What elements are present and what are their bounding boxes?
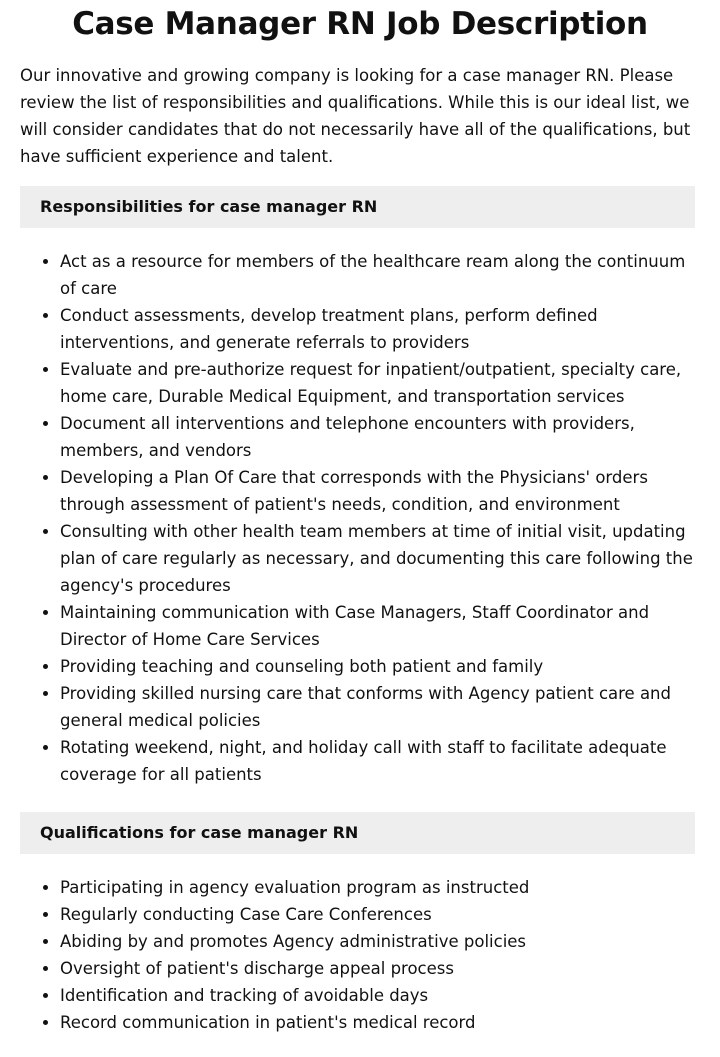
list-item: • Abiding by and promotes Agency administrative policies [60,928,700,955]
list-item: • Document all interventions and telephone encounters with providers, members, and vendors [60,410,700,464]
page-title: Case Manager RN Job Description [72,6,648,42]
list-item: • Evaluate and pre-authorize request for inpatient/outpatient, specialty care, home care, Durable Medical Equipment, and transportation services [60,356,700,410]
list-item: • Participating in agency evaluation program as instructed [60,874,700,901]
list-item: • Identification and tracking of avoidable days [60,982,700,1009]
list-item: • Oversight of patient's discharge appeal process [60,955,700,982]
qualifications-list [20,874,700,1036]
list-item: • Developing a Plan Of Care that corresponds with the Physicians' orders through assessment of patient's needs, condition, and environment [60,464,700,518]
list-item: • Record communication in patient's medical record [60,1009,700,1036]
list-item: • Providing teaching and counseling both patient and family [60,653,700,680]
list-item: • Conduct assessments, develop treatment plans, perform defined interventions, and generate referrals to providers [60,302,700,356]
list-item: • Rotating weekend, night, and holiday call with staff to facilitate adequate coverage for all patients [60,734,700,788]
list-item: • Act as a resource for members of the healthcare ream along the continuum of care [60,248,700,302]
intro-paragraph: Our innovative and growing company is looking for a case manager RN. Please review the list of responsibilities and qualifications. While this is our ideal list, we will consider candidates that do not necessarily have all of the qualifications, but have sufficient experience and talent. [20,66,691,166]
responsibilities-list [20,248,700,788]
responsibilities-heading: Responsibilities for case manager RN [20,186,695,228]
list-item: • Maintaining communication with Case Managers, Staff Coordinator and Director of Home Care Services [60,599,700,653]
list-item: • Providing skilled nursing care that conforms with Agency patient care and general medical policies [60,680,700,734]
qualifications-heading: Qualifications for case manager RN [20,812,695,854]
list-item: • Consulting with other health team members at time of initial visit, updating plan of care regularly as necessary, and documenting this care following the agency's procedures [60,518,700,599]
list-item: • Regularly conducting Case Care Conferences [60,901,700,928]
